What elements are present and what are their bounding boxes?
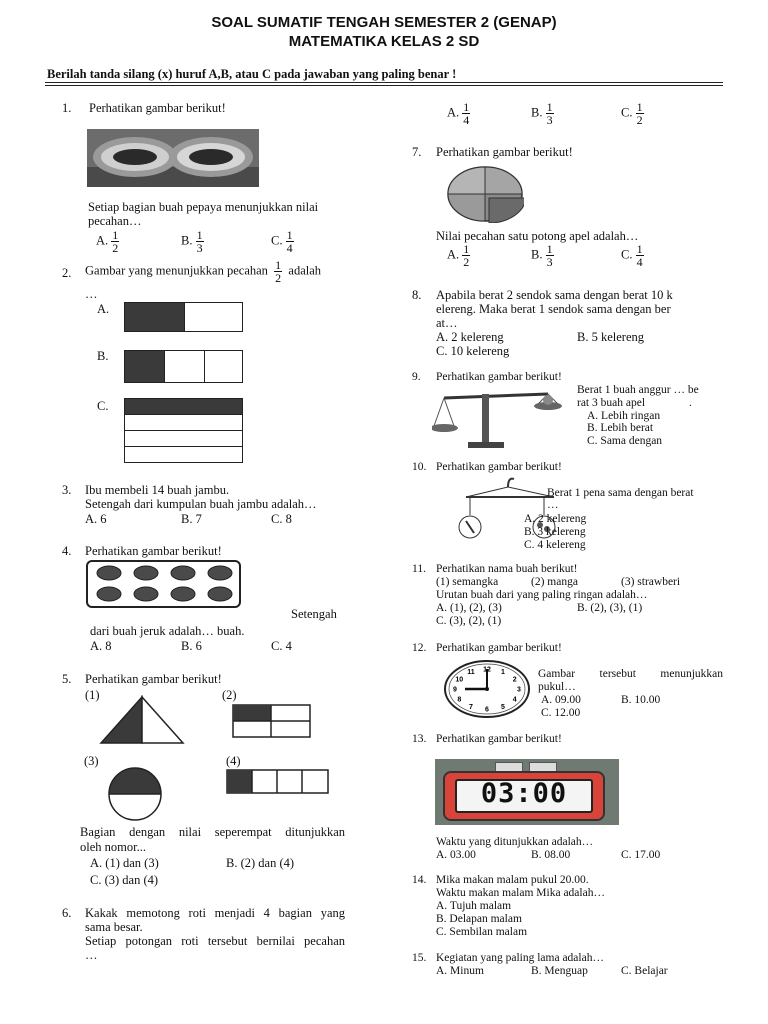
q13-text: Perhatikan gambar berikut! — [436, 733, 562, 745]
q14-option-c[interactable]: C. Sembilan malam — [436, 926, 528, 938]
q5-text: Perhatikan gambar berikut! — [85, 672, 222, 686]
q14-option-a[interactable]: A. Tujuh malam — [436, 900, 512, 912]
q12-option-b[interactable]: B. 10.00 — [621, 694, 661, 706]
q3-number: 3. — [62, 483, 72, 497]
oranges-image — [86, 560, 241, 608]
q7-option-b[interactable]: B. $\frac{1}{3}$ — [531, 242, 553, 269]
q9-option-c[interactable]: C. Sama dengan — [587, 435, 663, 447]
q11-item-1: (1) semangka — [436, 576, 499, 588]
q3-option-a[interactable]: A. 6 — [85, 512, 107, 526]
clock-numeral: 3 — [517, 686, 521, 694]
q2-option-a[interactable]: A. — [97, 302, 110, 316]
q8-line3: at… — [436, 316, 458, 330]
q14-option-b[interactable]: B. Delapan malam — [436, 913, 522, 925]
q15-option-c[interactable]: C. Belajar — [621, 965, 668, 977]
q4-number: 4. — [62, 544, 72, 558]
q13-number: 13. — [412, 733, 427, 745]
q4-text: Perhatikan gambar berikut! — [85, 544, 222, 558]
q11-line2: Urutan buah dari yang paling ringan adalah… — [436, 589, 648, 601]
q4-option-c[interactable]: C. 4 — [271, 639, 292, 653]
q11-option-c[interactable]: C. (3), (2), (1) — [436, 615, 502, 627]
q7-number: 7. — [412, 145, 422, 159]
q11-text: Perhatikan nama buah berikut! — [436, 563, 578, 575]
q9-line2-end: . — [689, 397, 692, 409]
q4-option-b[interactable]: B. 6 — [181, 639, 202, 653]
q6-line1: Kakak memotong roti menjadi 4 bagian yang — [85, 906, 345, 920]
divider — [45, 85, 723, 86]
fraction: $\frac{1}{2}$ — [275, 258, 282, 285]
fraction-bar-a — [124, 302, 243, 332]
q6-option-a[interactable]: A. $\frac{1}{4}$ — [447, 100, 470, 127]
fraction: $\frac{1}{3}$ — [546, 242, 553, 269]
clock-numeral: 9 — [453, 686, 457, 694]
q6-line3: Setiap potongan roti tersebut bernilai pecahan — [85, 934, 345, 948]
q1-option-a[interactable]: A. $\frac{1}{2}$ — [96, 228, 119, 255]
analog-clock — [443, 660, 531, 718]
fraction-bar-c — [124, 398, 243, 463]
q2-text: Gambar yang menunjukkan pecahan $\frac{1}{2}$ adalah — [85, 258, 322, 285]
instruction: Berilah tanda silang (x) huruf A,B, atau C pada jawaban yang paling benar ! — [47, 67, 457, 81]
q13-option-b[interactable]: B. 08.00 — [531, 849, 571, 861]
fraction: $\frac{1}{2}$ — [463, 242, 470, 269]
q4-line2a: Setengah — [291, 607, 337, 621]
q5-number: 5. — [62, 672, 72, 686]
q12-option-c[interactable]: C. 12.00 — [541, 707, 581, 719]
q9-option-a[interactable]: A. Lebih ringan — [587, 410, 661, 422]
q11-item-3: (3) strawberi — [621, 576, 681, 588]
clock-numeral: 10 — [455, 676, 464, 684]
q5-label-4: (4) — [226, 754, 241, 768]
q15-number: 15. — [412, 952, 427, 964]
q3-option-b[interactable]: B. 7 — [181, 512, 202, 526]
q6-line4: … — [85, 948, 98, 962]
q12-text: Perhatikan gambar berikut! — [436, 642, 562, 654]
q3-option-c[interactable]: C. 8 — [271, 512, 292, 526]
q1-number: 1. — [62, 101, 72, 115]
balance-scale-image — [432, 384, 564, 450]
q11-option-b[interactable]: B. (2), (3), (1) — [577, 602, 643, 614]
q13-option-c[interactable]: C. 17.00 — [621, 849, 661, 861]
q11-item-2: (2) manga — [531, 576, 578, 588]
fraction: $\frac{1}{2}$ — [112, 228, 119, 255]
q7-text2: Nilai pecahan satu potong apel adalah… — [436, 229, 639, 243]
q10-number: 10. — [412, 461, 427, 473]
q11-option-a[interactable]: A. (1), (2), (3) — [436, 602, 502, 614]
q15-option-a[interactable]: A. Minum — [436, 965, 484, 977]
q8-line2: elereng. Maka berat 1 sendok sama dengan ber — [436, 302, 671, 316]
q8-line1: Apabila berat 2 sendok sama dengan berat 10 k — [436, 288, 673, 302]
doc-title: SOAL SUMATIF TENGAH SEMESTER 2 (GENAP) — [211, 14, 557, 31]
fraction: $\frac{1}{3}$ — [546, 100, 553, 127]
q6-line2: sama besar. — [85, 920, 143, 934]
rectangle-quarters-shape — [232, 704, 312, 738]
q10-option-b[interactable]: B. 3 kelereng — [524, 526, 586, 538]
q10-option-a[interactable]: A. 2 kelereng — [524, 513, 587, 525]
q8-number: 8. — [412, 288, 422, 302]
circle-half-shape — [107, 766, 163, 822]
q4-line2b: dari buah jeruk adalah… buah. — [90, 624, 245, 638]
q9-line1: Berat 1 buah anggur … be — [577, 384, 699, 396]
q2-number: 2. — [62, 266, 72, 280]
q15-option-b[interactable]: B. Menguap — [531, 965, 588, 977]
clock-numeral: 2 — [512, 676, 517, 684]
q11-number: 11. — [412, 563, 426, 575]
digital-clock-image — [435, 759, 619, 825]
q7-option-a[interactable]: A. $\frac{1}{2}$ — [447, 242, 470, 269]
q4-option-a[interactable]: A. 8 — [90, 639, 112, 653]
q9-option-b[interactable]: B. Lebih berat — [587, 422, 654, 434]
q3-line1: Ibu membeli 14 buah jambu. — [85, 483, 230, 497]
q5-text2a: Bagian dengan nilai seperempat ditunjukkan — [80, 825, 345, 839]
q8-option-a[interactable]: A. 2 kelereng — [436, 330, 504, 344]
q9-line2: rat 3 buah apel — [577, 397, 646, 409]
clock-numeral: 7 — [469, 703, 473, 711]
q15-line1: Kegiatan yang paling lama adalah… — [436, 952, 604, 964]
q12-line2: pukul… — [538, 681, 576, 693]
digital-display: 03:00 — [480, 778, 568, 809]
q1-option-b[interactable]: B. $\frac{1}{3}$ — [181, 228, 203, 255]
clock-numeral: 6 — [485, 706, 489, 714]
q2-option-b[interactable]: B. — [97, 349, 109, 363]
q5-label-3: (3) — [84, 754, 99, 768]
clock-numeral: 1 — [501, 669, 505, 677]
q9-number: 9. — [412, 371, 421, 383]
q14-line2: Waktu makan malam Mika adalah… — [436, 887, 605, 899]
doc-subtitle: MATEMATIKA KELAS 2 SD — [288, 33, 480, 50]
q9-text: Perhatikan gambar berikut! — [436, 371, 562, 383]
q8-option-c[interactable]: C. 10 kelereng — [436, 344, 510, 358]
clock-numeral: 8 — [457, 696, 462, 704]
q2-dots: … — [85, 287, 98, 301]
clock-numeral: 4 — [512, 696, 517, 704]
q13-option-a[interactable]: A. 03.00 — [436, 849, 476, 861]
q5-option-a[interactable]: A. (1) dan (3) — [90, 856, 159, 870]
fraction: $\frac{1}{4}$ — [636, 242, 643, 269]
q10-text: Perhatikan gambar berikut! — [436, 461, 562, 473]
fraction: $\frac{1}{4}$ — [286, 228, 293, 255]
q12-line1: Gambar tersebut menunjukkan — [538, 668, 723, 680]
q10-line2: … — [547, 499, 559, 511]
q1-text: Perhatikan gambar berikut! — [89, 101, 226, 115]
clock-numeral: 12 — [483, 666, 491, 674]
q5-label-2: (2) — [222, 688, 237, 702]
q1-text2b: pecahan… — [88, 214, 142, 228]
q7-option-c[interactable]: C. $\frac{1}{4}$ — [621, 242, 643, 269]
papaya-image — [87, 129, 259, 187]
q6-option-b[interactable]: B. $\frac{1}{3}$ — [531, 100, 553, 127]
q3-line2: Setengah dari kumpulan buah jambu adalah… — [85, 497, 317, 511]
q12-number: 12. — [412, 642, 427, 654]
triangle-shape — [99, 695, 185, 745]
q5-option-c[interactable]: C. (3) dan (4) — [90, 873, 159, 887]
fraction: $\frac{1}{4}$ — [463, 100, 470, 127]
q7-text: Perhatikan gambar berikut! — [436, 145, 573, 159]
apple-image — [446, 165, 524, 223]
q5-option-b[interactable]: B. (2) dan (4) — [226, 856, 295, 870]
q14-line1: Mika makan malam pukul 20.00. — [436, 874, 589, 886]
clock-numeral: 5 — [501, 703, 505, 711]
q1-option-c[interactable]: C. $\frac{1}{4}$ — [271, 228, 293, 255]
q10-line1: Berat 1 pena sama dengan berat — [547, 487, 694, 499]
fraction: $\frac{1}{3}$ — [196, 228, 203, 255]
q14-number: 14. — [412, 874, 427, 886]
q12-option-a[interactable]: A. 09.00 — [541, 694, 581, 706]
bar-quarters-shape — [226, 769, 330, 795]
fraction-bar-b — [124, 350, 243, 383]
q6-option-c[interactable]: C. $\frac{1}{2}$ — [621, 100, 643, 127]
q6-number: 6. — [62, 906, 72, 920]
fraction: $\frac{1}{2}$ — [636, 100, 643, 127]
q5-text2b: oleh nomor... — [80, 840, 146, 854]
q10-option-c[interactable]: C. 4 kelereng — [524, 539, 586, 551]
q13-line2: Waktu yang ditunjukkan adalah… — [436, 836, 594, 848]
q8-option-b[interactable]: B. 5 kelereng — [577, 330, 644, 344]
q1-text2a: Setiap bagian buah pepaya menunjukkan nilai — [88, 200, 319, 214]
clock-numeral: 11 — [467, 669, 475, 677]
q2-option-c[interactable]: C. — [97, 399, 109, 413]
divider — [45, 82, 723, 83]
q5-label-1: (1) — [85, 688, 100, 702]
